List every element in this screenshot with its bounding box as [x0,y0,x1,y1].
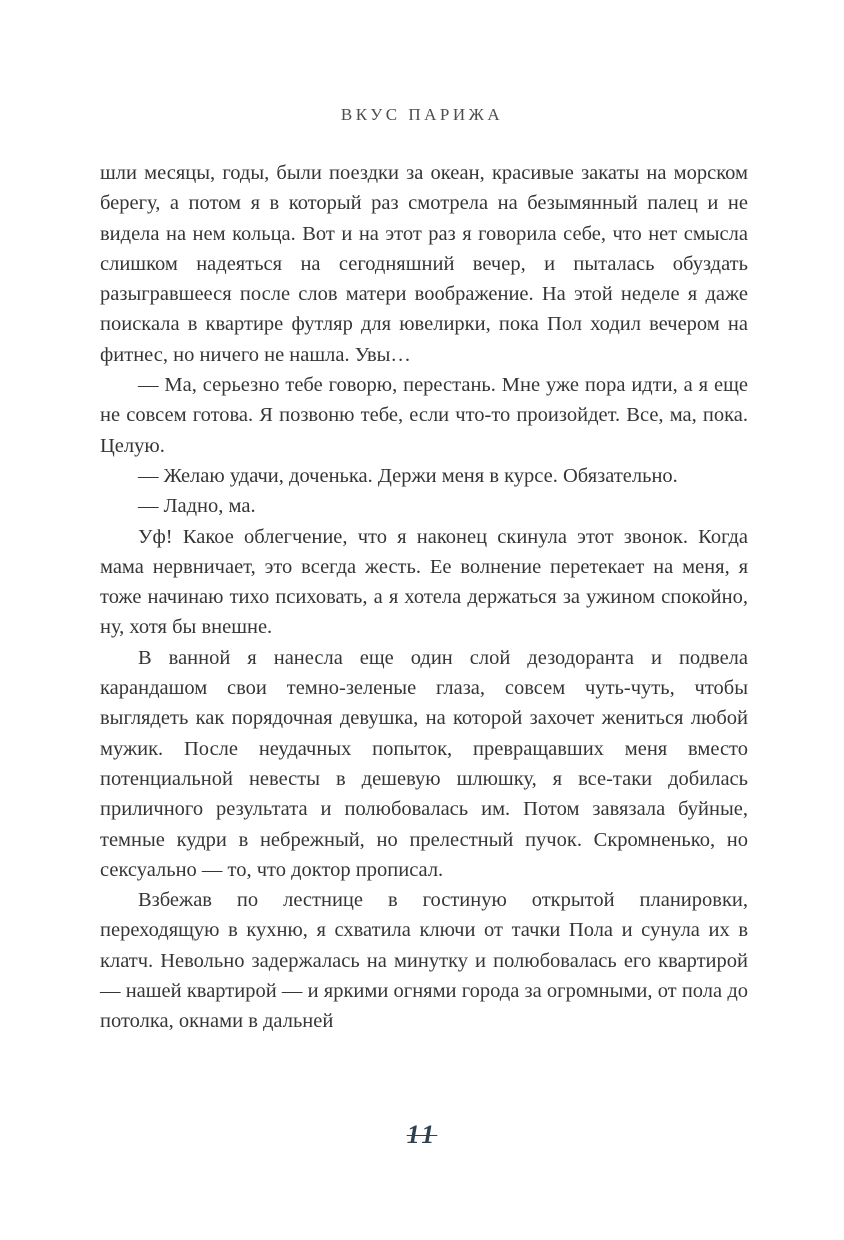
paragraph: — Ма, серьезно тебе говорю, перестань. Мне уже пора идти, а я еще не совсем готова. Я позвоню тебе, если что-то произойдет. Все, ма, пока. Целую. [100,374,748,457]
body-text [100,158,748,1037]
running-header: ВКУС ПАРИЖА [340,105,504,124]
paragraph: Уф! Какое облегчение, что я наконец скинула этот звонок. Когда мама нервничает, это всегда жесть. Ее волнение перетекает на меня, я тоже начинаю тихо психовать, а я хотела держаться за ужином спокойно, ну, хотя бы внешне. [100,525,748,639]
paragraph: — Желаю удачи, доченька. Держи меня в курсе. Обязательно. [138,464,678,487]
paragraph: В ванной я нанесла еще один слой дезодоранта и подвела карандашом свои темно-зеленые глаза, совсем чуть-чуть, чтобы выглядеть как порядочная девушка, на которой захочет жениться любой мужик. После неудачных попыток, превращавших меня вместо потенциальной невесты в дешевую шлюшку, я все-таки добилась приличного результата и полюбовалась им. Потом завязала буйные, темные кудри в небрежный, но прелестный пучок. Скромненько, но сексуально — то, что доктор прописал. [100,646,748,881]
paragraph: — Ладно, ма. [138,495,256,518]
page-number: 11 [406,1120,438,1149]
paragraph: шли месяцы, годы, были поездки за океан, красивые закаты на морском берегу, а потом я в который раз смотрела на безымянный палец и не видела на нем кольца. Вот и на этот раз я говорила себе, что нет смысла слишком надеяться на сегодняшний вечер, и пыталась обуздать разыгравшееся после слов матери воображение. На этой неделе я даже поискала в квартире футляр для ювелирки, пока Пол ходил вечером на фитнес, но ничего не нашла. Увы… [100,162,748,366]
paragraph: Взбежав по лестнице в гостиную открытой планировки, переходящую в кухню, я схватила ключи от тачки Пола и сунула их в клатч. Невольно задержалась на минутку и полюбовалась его квартирой — нашей квартирой — и яркими огнями города за огромными, от пола до потолка, окнами в дальней [100,889,748,1033]
